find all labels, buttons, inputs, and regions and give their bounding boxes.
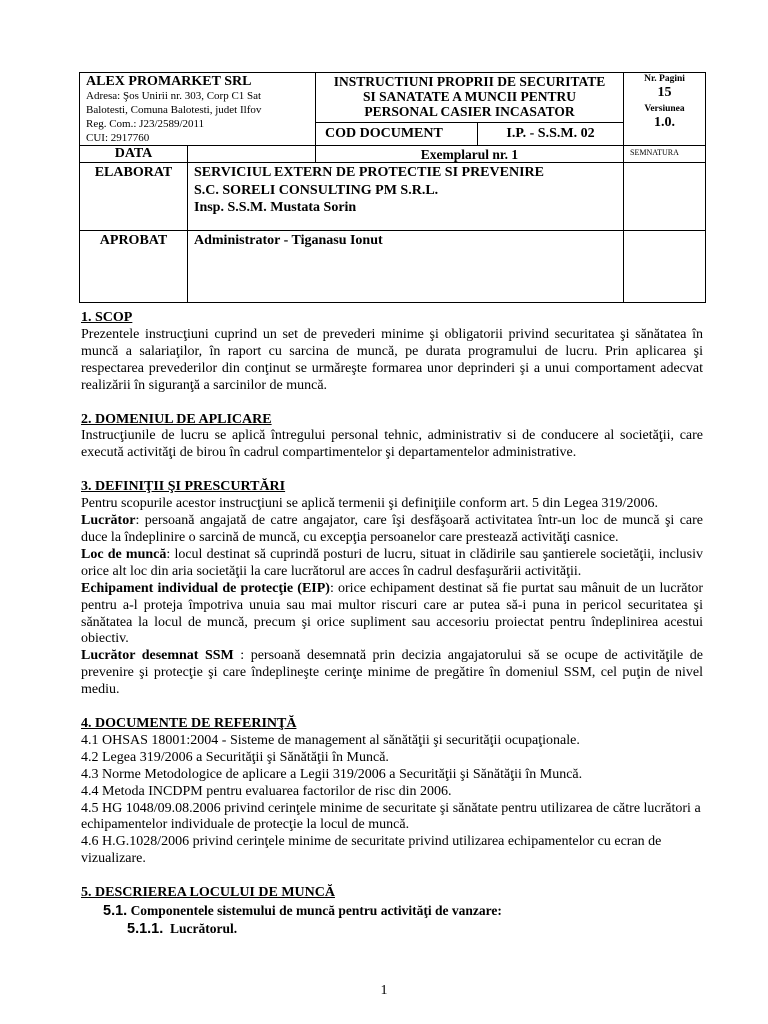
data-value-cell bbox=[188, 146, 316, 163]
definition-item: Lucrător: persoană angajată de catre angajator, care îşi desfăşoară activitatea într-un loc de muncă şi care duce la îndeplinire o sarcină de muncă, cu excepţia persoanelor care prestează activităţi casnice. bbox=[81, 513, 703, 545]
definition-text: persoană angajată de catre angajator, care îşi desfăşoară activitatea într-un loc de muncă şi care duce la îndeplinire o sarcină de muncă, cu excepţia persoanelor care prestează activităţi casnice. bbox=[81, 513, 703, 545]
aprobat-signature-cell bbox=[624, 231, 706, 303]
scop-paragraph: Prezentele instrucţiuni cuprind un set de prevederi minime şi obligatorii privind securitatea şi sănătatea în muncă a salariaţilor, în raport cu sarcina de muncă, pe durata programului de lucru. Prin aplicarea şi respectarea prevederilor din conţinut se urmăreşte formarea unor deprinderi şi a unui comportament adecvat realizării în siguranţă a sarcinilor de muncă. bbox=[81, 326, 703, 393]
page-number: 1 bbox=[380, 983, 388, 998]
definition-item: Echipament individual de protecţie (EIP): orice echipament destinat să fie purtat sau mânuit de un lucrător pentru a-l proteja împotriva unuia sau mai multor riscuri care ar putea să-i puna in pericol securitatea şi sănătatea la locul de muncă, precum şi orice supliment sau accesoriu proiectat pentru îndeplinirea acestui obiectiv. bbox=[81, 580, 704, 647]
subsection-number: 5.1. bbox=[103, 903, 128, 920]
definitii-intro: Pentru scopurile acestor instrucţiuni se aplică termenii şi definiţiile conform art. 5 din Legea 319/2006. bbox=[81, 496, 658, 512]
section-heading-definitii: 3. DEFINIŢII ŞI PRESCURTĂRI bbox=[81, 479, 286, 495]
reference-item: 4.4 Metoda INCDPM pentru evaluarea factorilor de risc din 2006. bbox=[81, 783, 452, 799]
subsection-title: Componentele sistemului de muncă pentru activităţi de vanzare: bbox=[130, 903, 502, 919]
subsection-number: 5.1.1. bbox=[127, 921, 164, 938]
definition-term: Loc de muncă bbox=[81, 546, 167, 562]
elaborat-line: S.C. SORELI CONSULTING PM S.R.L. bbox=[194, 182, 439, 198]
reference-item: 4.6 H.G.1028/2006 privind cerinţele minime de securitate privind utilizarea echipamentelor cu ecran de vizualizare. bbox=[81, 834, 662, 867]
subsection-title: Lucrătorul. bbox=[170, 921, 238, 937]
version-value: 1.0. bbox=[654, 115, 675, 130]
definition-term: Lucrător bbox=[81, 513, 136, 529]
company-info-cell bbox=[80, 73, 316, 146]
section-heading-documente: 4. DOCUMENTE DE REFERINŢĂ bbox=[81, 716, 297, 732]
version-label: Versiunea bbox=[644, 104, 685, 114]
reference-item: 4.1 OHSAS 18001:2004 - Sisteme de management al sănătăţii şi securităţii ocupaţionale. bbox=[81, 732, 580, 748]
elaborat-line: SERVICIUL EXTERN DE PROTECTIE SI PREVENIRE bbox=[194, 165, 544, 180]
company-address-line: Adresa: Şos Unirii nr. 303, Corp C1 Sat bbox=[86, 90, 262, 102]
semnatura-label: SEMNATURA bbox=[624, 146, 706, 163]
pages-label: Nr. Pagini bbox=[644, 74, 685, 84]
cod-document-label: COD DOCUMENT bbox=[316, 123, 478, 146]
section-heading-domeniu: 2. DOMENIUL DE APLICARE bbox=[81, 411, 272, 427]
domeniu-paragraph: Instrucţiunile de lucru se aplică întregului personal tehnic, administrativ si de conducere al societăţii, care execută activităţi de birou în cadrul compartimentelor şi departamentelor administrative. bbox=[81, 428, 703, 461]
company-address-line: Balotesti, Comuna Balotesti, judet Ilfov bbox=[86, 104, 262, 116]
document-title-line: PERSONAL CASIER INCASATOR bbox=[364, 104, 575, 119]
pages-value: 15 bbox=[657, 85, 672, 100]
company-name: ALEX PROMARKET SRL bbox=[86, 74, 252, 89]
pages-version-cell bbox=[624, 73, 706, 146]
cod-document-value: I.P. - S.S.M. 02 bbox=[478, 123, 624, 146]
company-registration: Reg. Com.: J23/2589/2011 bbox=[86, 118, 205, 130]
subsection-5-1 bbox=[103, 902, 703, 920]
document-title-line: INSTRUCTIUNI PROPRII DE SECURITATE bbox=[333, 74, 606, 89]
document-header-table bbox=[79, 72, 706, 303]
document-title-cell bbox=[316, 73, 624, 123]
definition-term: Echipament individual de protecţie (EIP) bbox=[81, 580, 330, 596]
exemplar-number: Exemplarul nr. 1 bbox=[316, 146, 624, 163]
aprobat-value: Administrator - Tiganasu Ionut bbox=[188, 231, 624, 303]
reference-item: 4.2 Legea 319/2006 a Securităţii şi Sănătăţii în Muncă. bbox=[81, 749, 389, 765]
definition-item: Loc de muncă: locul destinat să cuprindă posturi de lucru, situat in clădirile sau şantierele societăţii, inclusiv orice alt loc din aria societăţii la care lucrătorul are acces în cadrul desfaşurării activităţii. bbox=[81, 546, 704, 579]
aprobat-label: APROBAT bbox=[80, 231, 188, 303]
definition-term: Lucrător desemnat SSM bbox=[81, 648, 234, 664]
elaborat-signature-cell bbox=[624, 163, 706, 231]
subsection-5-1-1 bbox=[127, 920, 703, 938]
definition-text: locul destinat să cuprindă posturi de lucru, situat in clădirile sau şantierele societăţii, inclusiv orice alt loc din aria societăţii la care lucrătorul are acces în cadrul desfaşurării activităţii. bbox=[81, 546, 704, 579]
definition-item: Lucrător desemnat SSM : persoană desemnată prin decizia angajatorului să se ocupe de activităţile de prevenire şi protecţie şi care îndeplineşte cerinţe minime de pregătire în domeniul SSM, cel puţin de nivel mediu. bbox=[81, 648, 703, 698]
definition-text: orice echipament destinat să fie purtat sau mânuit de un lucrător pentru a-l proteja împotriva unuia sau mai multor riscuri care ar putea să-i puna in pericol securitatea şi sănătatea la locul de muncă, precum şi orice supliment sau accesoriu proiectat pentru îndeplinirea acestui obiectiv. bbox=[81, 580, 704, 647]
document-body bbox=[81, 310, 703, 938]
document-title-line: SI SANATATE A MUNCII PENTRU bbox=[362, 89, 577, 104]
elaborat-value-cell bbox=[188, 163, 624, 231]
definition-text: persoană desemnată prin decizia angajatorului să se ocupe de activităţile de prevenire şi protecţie şi care îndeplineşte cerinţe minime de pregătire în domeniul SSM, cel puţin de nivel mediu. bbox=[81, 648, 703, 698]
section-heading-descriere: 5. DESCRIEREA LOCULUI DE MUNCĂ bbox=[81, 885, 335, 901]
data-label: DATA bbox=[80, 146, 188, 163]
elaborat-label: ELABORAT bbox=[80, 163, 188, 231]
company-cui: CUI: 2917760 bbox=[86, 132, 150, 144]
reference-item: 4.3 Norme Metodologice de aplicare a Legii 319/2006 a Securităţii şi Sănătăţii în Muncă. bbox=[81, 766, 583, 782]
reference-item: 4.5 HG 1048/09.08.2006 privind cerinţele minime de securitate şi sănătate pentru utilizarea de către lucrători a echipamentelor individuale de protecţie la locul de muncă. bbox=[81, 800, 701, 833]
elaborat-line: Insp. S.S.M. Mustata Sorin bbox=[194, 200, 357, 215]
section-heading-scop: 1. SCOP bbox=[81, 310, 133, 325]
